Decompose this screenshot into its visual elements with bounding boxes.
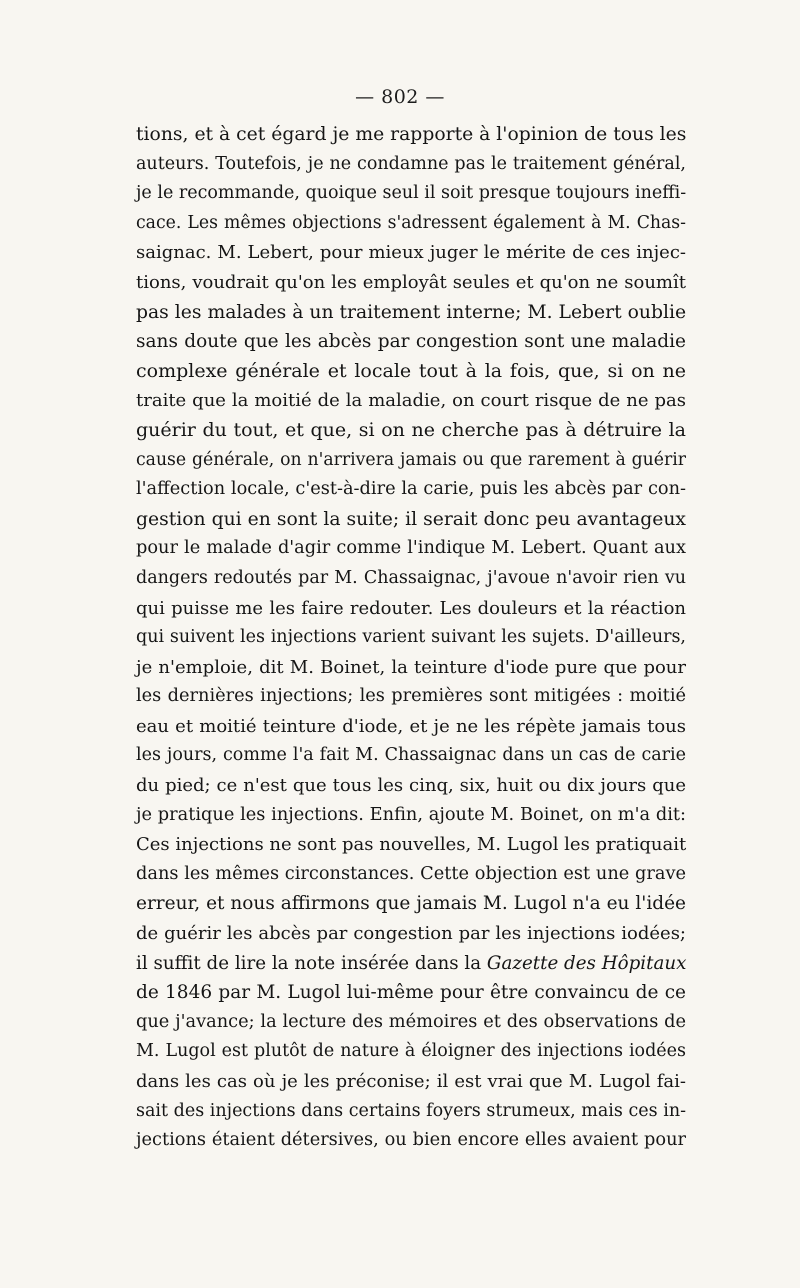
text-line: tions, voudrait qu'on les employât seules et qu'on ne soumît xyxy=(136,271,686,293)
page-number: — 802 — xyxy=(355,86,445,108)
text-line: tions, et à cet égard je me rapporte à l'opinion de tous les xyxy=(136,124,687,145)
text-line: cace. Les mêmes objections s'adressent également à M. Chas- xyxy=(136,212,686,233)
body-text xyxy=(136,120,686,1156)
text-line: eau et moitié teinture d'iode, et je ne les répète jamais tous xyxy=(136,715,686,737)
text-line: que j'avance; la lecture des mémoires et des observations de xyxy=(136,1011,686,1032)
text-line: qui suivent les injections varient suivant les sujets. D'ailleurs, xyxy=(136,627,686,648)
text-line: l'affection locale, c'est-à-dire la carie, puis les abcès par con- xyxy=(136,479,686,500)
text-line: pour le malade d'agir comme l'indique M. Lebert. Quant aux xyxy=(136,538,686,559)
text-line: M. Lugol est plutôt de nature à éloigner des injections iodées xyxy=(136,1041,686,1062)
text-line: auteurs. Toutefois, je ne condamne pas le traitement général, xyxy=(136,153,686,174)
text-line: dans les cas où je les préconise; il est vrai que M. Lugol fai- xyxy=(136,1071,686,1092)
text-segment: il suffit de lire la note insérée dans la xyxy=(136,952,487,974)
text-line: les dernières injections; les premières sont mitigées : moitié xyxy=(136,686,686,707)
text-line: pas les malades à un traitement interne; M. Lebert oublie xyxy=(136,301,687,323)
text-line: dans les mêmes circonstances. Cette objection est une grave xyxy=(136,863,686,884)
text-line: je pratique les injections. Enfin, ajoute M. Boinet, on m'a dit: xyxy=(136,804,686,825)
text-line: guérir du tout, et que, si on ne cherche pas à détruire la xyxy=(136,418,686,441)
text-line: cause générale, on n'arrivera jamais ou que rarement à guérir xyxy=(136,449,686,470)
text-line: dangers redoutés par M. Chassaignac, j'avoue n'avoir rien vu xyxy=(136,567,686,588)
text-line-with-italic xyxy=(136,949,686,979)
text-line: traite que la moitié de la maladie, on court risque de ne pas xyxy=(136,390,686,412)
text-line: gestion qui en sont la suite; il serait donc peu avantageux xyxy=(136,508,686,530)
text-line: qui puisse me les faire redouter. Les douleurs et la réaction xyxy=(136,597,686,619)
text-line: complexe générale et locale tout à la fois, que, si on ne xyxy=(136,359,686,382)
text-line: jections étaient détersives, ou bien encore elles avaient pour xyxy=(136,1130,686,1151)
text-line: erreur, et nous affirmons que jamais M. Lugol n'a eu l'idée xyxy=(136,893,686,915)
text-line: de 1846 par M. Lugol lui-même pour être convaincu de ce xyxy=(136,982,686,1004)
text-line: saignac. M. Lebert, pour mieux juger le mérite de ces injec- xyxy=(136,242,686,264)
text-line: je n'emploie, dit M. Boinet, la teinture d'iode pure que pour xyxy=(136,656,686,678)
text-line: je le recommande, quoique seul il soit presque toujours ineffi- xyxy=(136,183,687,204)
text-line: de guérir les abcès par congestion par les injections iodées; xyxy=(136,923,686,945)
italic-title: Gazette des Hôpitaux xyxy=(486,952,687,974)
text-line: du pied; ce n'est que tous les cinq, six, huit ou dix jours que xyxy=(136,775,686,797)
text-line: sait des injections dans certains foyers strumeux, mais ces in- xyxy=(136,1100,686,1121)
text-line: sans doute que les abcès par congestion sont une maladie xyxy=(136,331,686,353)
text-line: Ces injections ne sont pas nouvelles, M. Lugol les pratiquait xyxy=(136,834,687,856)
text-line: les jours, comme l'a fait M. Chassaignac dans un cas de carie xyxy=(136,745,686,766)
